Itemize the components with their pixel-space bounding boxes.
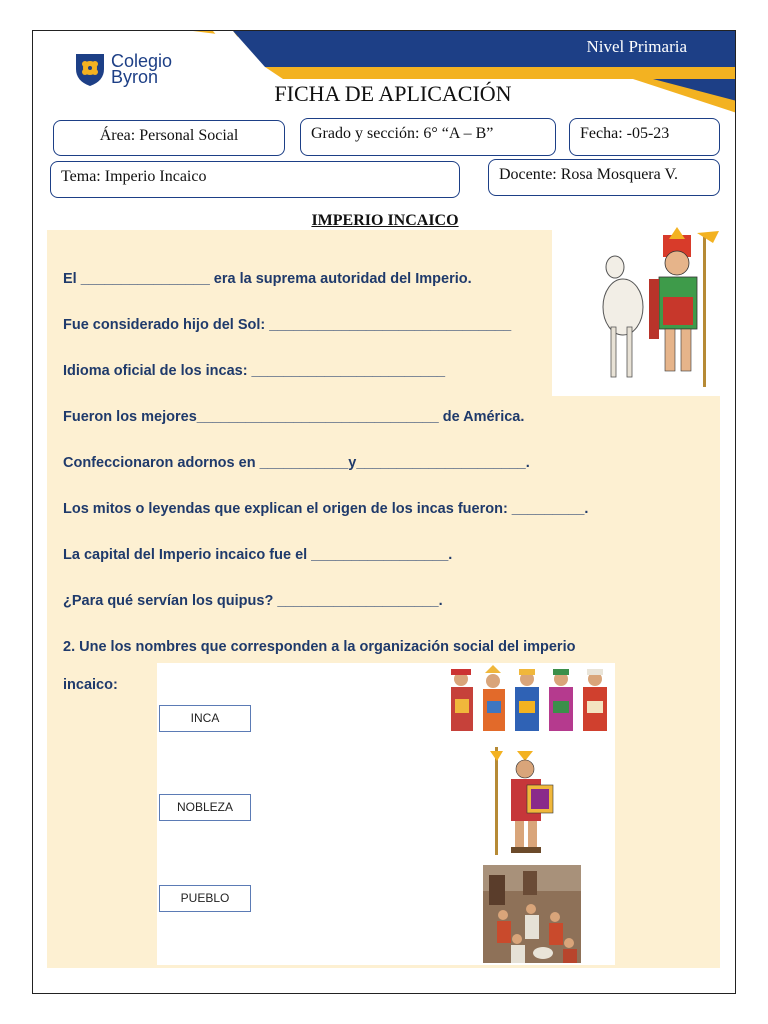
question-1: El ________________ era la suprema autoridad del Imperio. [63, 271, 472, 287]
nobility-group-illustration [445, 665, 613, 733]
question-4: Fueron los mejores______________________________ de América. [63, 409, 525, 425]
inca-with-llama-illustration [593, 227, 723, 391]
school-name-line1: Colegio [111, 51, 173, 71]
question-2: Fue considerado hijo del Sol: ______________________________ [63, 317, 512, 333]
worksheet-title: FICHA DE APLICACIÓN [274, 81, 512, 106]
inca-ruler-illustration [487, 747, 563, 857]
teacher-box: Docente: Rosa Mosquera V. [488, 159, 720, 196]
worksheet-page [32, 30, 736, 994]
grade-section-box: Grado y sección: 6° “A – B” [300, 118, 556, 156]
header-banner [33, 31, 736, 121]
label-nobleza: NOBLEZA [159, 794, 251, 821]
level-label: Nivel Primaria [586, 37, 687, 56]
activity-2-prompt: 2. Une los nombres que corresponden a la organización social del imperio [63, 639, 576, 655]
label-inca: INCA [159, 705, 251, 732]
date-box: Fecha: -05-23 [569, 118, 720, 156]
question-3: Idioma oficial de los incas: ________________________ [63, 363, 446, 379]
question-6: Los mitos o leyendas que explican el origen de los incas fueron: _________. [63, 501, 589, 517]
section-title: IMPERIO INCAICO [311, 212, 459, 229]
activity-2-prompt-cont: incaico: [63, 677, 118, 693]
common-people-illustration [483, 865, 581, 963]
label-pueblo: PUEBLO [159, 885, 251, 912]
question-7: La capital del Imperio incaico fue el _________________. [63, 547, 453, 563]
question-8: ¿Para qué servían los quipus? ____________________. [63, 593, 443, 609]
school-name-line2: Byron [111, 67, 159, 87]
question-5: Confeccionaron adornos en ___________y_____________________. [63, 455, 530, 471]
topic-box: Tema: Imperio Incaico [50, 161, 460, 198]
area-box: Área: Personal Social [53, 120, 285, 156]
